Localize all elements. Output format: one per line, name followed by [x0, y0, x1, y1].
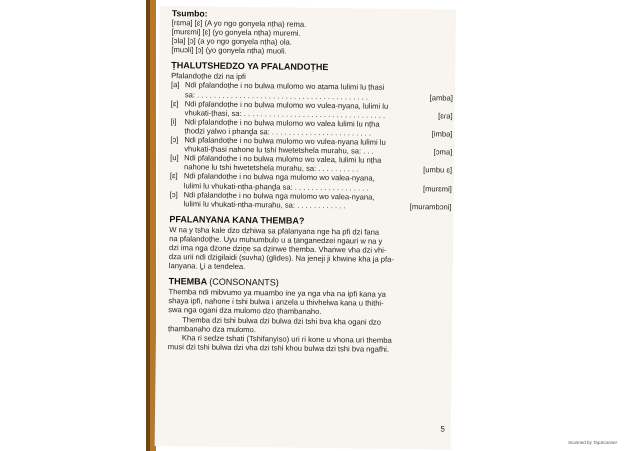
- themba-heading-bold: THEMBA: [168, 276, 207, 287]
- pfalandothe-subheading: Pfalandoṭhe dzi na ipfi: [171, 71, 246, 82]
- pfalanyana-heading: PFALANYANA KANA THEMBA?: [169, 213, 305, 226]
- vowel-description: Ndi pfalandoṭhe i no bulwa nga mulomo wo valea-nyana,: [183, 189, 375, 202]
- vowel-example: [ɛɾa]: [438, 111, 453, 121]
- page-content: [168, 8, 454, 354]
- vowel-description-cont: lulimi lu vhukati-nṭha-murahu, sa: . . . . . . . . . . . . [muɾambɔni]: [183, 198, 452, 212]
- tsumbo-line: [ɔla] [ɔ] (a yo ngo gonyela nṭha) ola.: [171, 36, 292, 47]
- vowel-description: Ndi pfalandoṭhe i no bulwa mulomo wo vulea-nyana lulimi lu: [184, 135, 386, 147]
- scanner-credit: Scanned by TapScanner: [568, 440, 618, 445]
- vowel-list: [170, 81, 454, 212]
- pfalanyana-paragraph: [169, 225, 452, 274]
- tsumbo-line: [rɛma] [ɛ] (A yo ngo gonyela nṭha) rema.: [171, 18, 307, 29]
- book-page: [155, 6, 456, 450]
- tsumbo-line: [muɔli] [ɔ] (yo gonyela nṭha) muoli.: [171, 45, 287, 56]
- paragraph-line: dza urii ndi dzigilaidi (suvha) (glides). Na jeneji ji khwine kha ja pfa-: [168, 252, 394, 264]
- paragraph-line: shaya ipfi, nahone i tshi bulwa i anzela u thivhelwa kana u thithi-: [168, 296, 384, 309]
- paragraph-line: W na y tsha kale dzo dzhiwa sa pfalanyana nge ha pfi dzi fana: [169, 224, 380, 237]
- vowel-description: Ndi pfalandoṭhe i no bulwa mulomo wo vulea-nyana, lulimi lu: [184, 98, 389, 111]
- tsumbo-line: [murɛmi] [ɛ] (yo gonyela nṭha) muremi.: [171, 27, 301, 38]
- themba-paragraph: [168, 287, 451, 354]
- vowel-example: [umbu ɛ]: [423, 165, 453, 175]
- vowel-description-cont: vhukati-ṭhasi, sa: . . . . . . . . . . . . . . . . . . . . . . . . . . . . . . . . . . [ɛɾa]: [184, 108, 453, 121]
- tsumbo-heading: Tsumbo:: [171, 8, 208, 19]
- paragraph-line: musi dzi tshi bulwa dzi vha dzi tshi khou bulwa dzi tshi bva ngafhi.: [167, 341, 390, 354]
- vowel-symbol: [u]: [170, 153, 179, 163]
- paragraph-line: Themba ndi mibvumo ya muambo ine ya nga vha na ipfi kana ya: [168, 287, 386, 300]
- vowel-symbol: [ɔ]: [170, 135, 179, 145]
- vowel-item: [170, 190, 452, 212]
- paragraph-line: lanyana. Ḽi a tendelea.: [168, 261, 246, 272]
- paragraph-line: Themba dzi tshi bulwa dzi bulwa dzi tshi bva kha ogani dzo: [182, 314, 382, 327]
- vowel-symbol: [i]: [170, 116, 177, 127]
- vowel-description-cont: nahone lu tshi hwetetshela murahu, sa: . . . . . . . . . . [umbu ɛ]: [183, 162, 453, 175]
- themba-heading-rest: (CONSONANTS): [209, 276, 279, 288]
- pfalandothe-heading: ṬHALUTSHEDZO YA PFALANDOṬHE: [171, 60, 329, 73]
- paragraph-line: na pfalandoṭhe. Uyu muhumbulo u a ṭanganedzei ngauri w na y: [169, 234, 383, 246]
- vowel-symbol: [a]: [170, 80, 180, 90]
- vowel-example: [murɛmi]: [422, 183, 452, 194]
- vowel-description: Ndi pfalandoṭhe i no bulwa mulomo wo aṭama lulimi lu ṭhasi: [184, 80, 385, 93]
- paragraph-line: swa nga ogani dza mulomo dzo ṭhambanaho.: [168, 305, 322, 317]
- vowel-description-cont: vhukati-ṭhasi nahone lu tshi hwetetshela murahu, sa: . . . [ɔma]: [184, 144, 453, 157]
- vowel-example: [imba]: [431, 129, 453, 139]
- paragraph-line: ṭhambanaho dza mulomo.: [168, 323, 256, 334]
- paragraph-line: dzi ima nga dzone dziṋe sa dzinwe themba. Vhaṅwe vha dzi vhi-: [168, 243, 387, 255]
- vowel-description-cont: sa: . . . . . . . . . . . . . . . . . . . . . . . . . . . . . . . . . . . . . . . . . [amba]: [184, 89, 453, 103]
- vowel-description: Ndi pfalandoṭhe i no bulwa nga mulomo wo valea-nyana,: [183, 171, 375, 184]
- vowel-description: Ndi pfalandoṭhe i no bulwa mulomo wo valea, lulimi lu nṭha: [184, 153, 382, 165]
- vowel-symbol: [ɛ]: [169, 171, 178, 181]
- paragraph-line: Kha ri sedze tshati (Tshifanyiso) uri ri kone u vhona uri themba: [181, 333, 392, 345]
- tsumbo-examples: [171, 18, 453, 58]
- vowel-example: [muɾambɔni]: [409, 201, 452, 212]
- vowel-example: [ɔma]: [433, 147, 453, 157]
- vowel-description-cont: ṭhodzi yalwo i phanḓa sa: . . . . . . . . . . . . . . . . . . . . . . . . [imba]: [184, 126, 453, 139]
- vowel-symbol: [ɛ]: [170, 98, 179, 108]
- vowel-example: [amba]: [429, 92, 453, 103]
- vowel-description: Ndi pfalandoṭhe i no bulwa mulomo wo valea lulimi lu nṭha: [184, 117, 380, 129]
- page-number: 5: [440, 424, 445, 434]
- vowel-symbol: [ɔ]: [169, 189, 178, 199]
- vowel-description-cont: lulimi lu vhukati-nṭha-phanḓa sa: . . . . . . . . . . . . . . . . . . [murɛmi]: [183, 180, 452, 194]
